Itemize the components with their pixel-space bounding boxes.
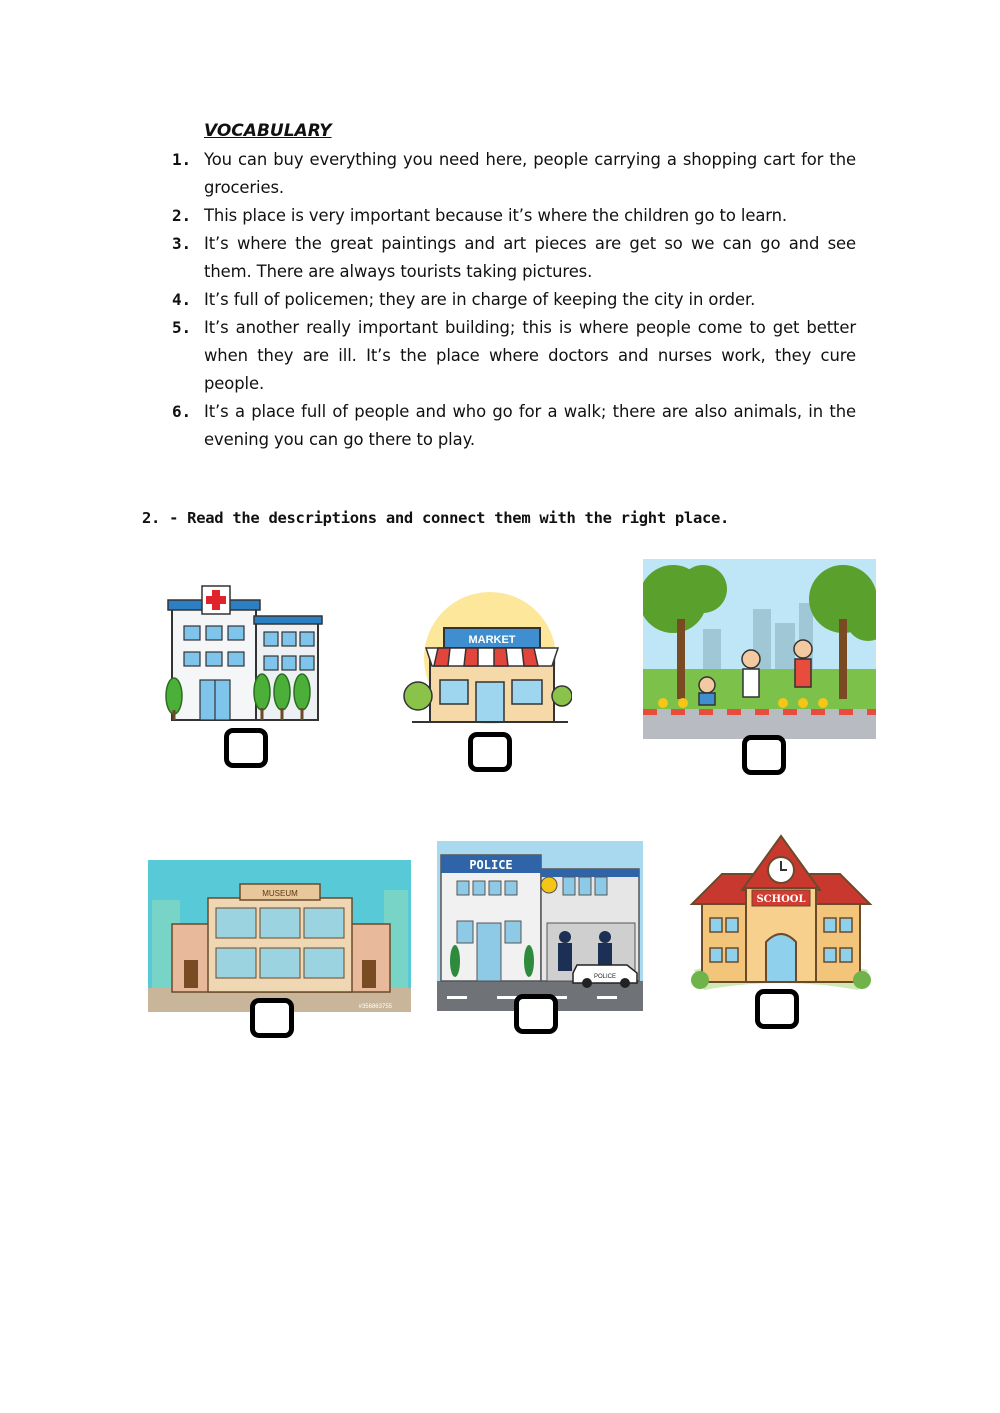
answer-box[interactable] [742, 735, 786, 775]
list-item [170, 398, 856, 454]
answer-box[interactable] [514, 994, 558, 1034]
hospital-icon [162, 580, 327, 725]
museum-icon [148, 860, 411, 1012]
vocabulary-heading: VOCABULARY [204, 121, 332, 141]
item-text: It’s where the great paintings and art pieces are get so we can go and see them. There are always tourists taking pictures. [204, 234, 856, 281]
item-number: 5. [172, 318, 192, 337]
list-item [170, 146, 856, 202]
item-text: It’s another really important building; this is where people come to get better when they are ill. It’s the place where doctors and nurses work, they cure people. [204, 318, 856, 393]
exercise-instruction: 2. - Read the descriptions and connect them with the right place. [142, 509, 730, 527]
list-item [170, 314, 856, 398]
item-text: You can buy everything you need here, people carrying a shopping cart for the groceries. [204, 150, 856, 197]
item-text: It’s a place full of people and who go for a walk; there are also animals, in the evening you can go there to play. [204, 402, 856, 449]
police-sign: POLICE [469, 858, 513, 872]
answer-box[interactable] [224, 728, 268, 768]
school-icon [686, 830, 876, 1000]
item-number: 6. [172, 402, 192, 421]
item-text: This place is very important because it’s where the children go to learn. [204, 206, 788, 225]
police-station-icon [437, 841, 643, 1011]
list-item [170, 202, 856, 230]
school-sign: SCHOOL [756, 894, 806, 905]
answer-box[interactable] [755, 989, 799, 1029]
market-sign: MARKET [468, 634, 516, 646]
park-icon [643, 559, 876, 739]
watermark-text: #356863755 [358, 1004, 392, 1010]
museum-sign: MUSEUM [262, 889, 298, 898]
answer-box[interactable] [468, 732, 512, 772]
item-text: It’s full of policemen; they are in charge of keeping the city in order. [204, 290, 756, 309]
car-text: POLICE [593, 974, 617, 980]
item-number: 4. [172, 290, 192, 309]
answer-box[interactable] [250, 998, 294, 1038]
list-item [170, 286, 856, 314]
item-number: 3. [172, 234, 192, 253]
vocabulary-list [170, 146, 856, 454]
market-icon [392, 590, 572, 730]
item-number: 2. [172, 206, 192, 225]
list-item [170, 230, 856, 286]
item-number: 1. [172, 150, 192, 169]
